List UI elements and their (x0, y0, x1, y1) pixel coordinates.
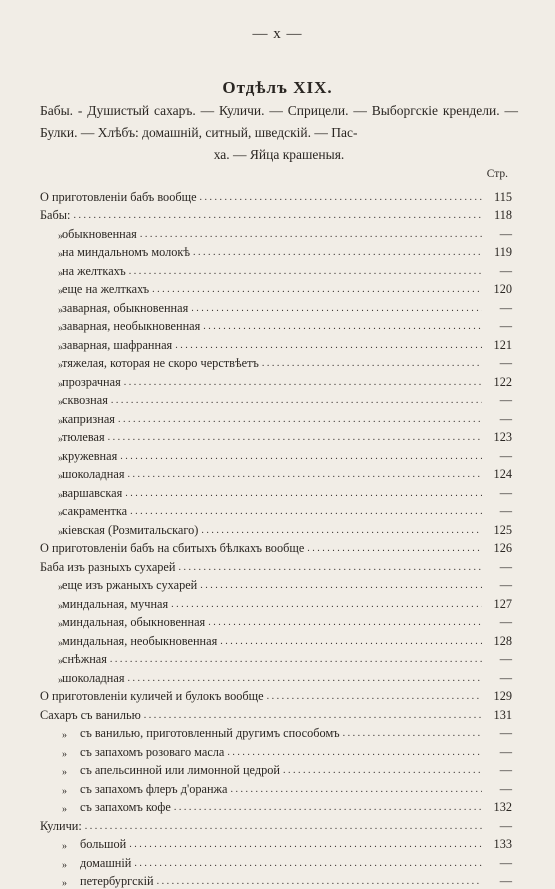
toc-page-ref: — (482, 449, 512, 464)
toc-entry (40, 723, 512, 742)
ditto-mark: » (40, 656, 62, 667)
toc-entry-title: О приготовленіи бабъ на сбитыхъ бѣлкахъ вообще (40, 541, 304, 556)
dot-leader (175, 561, 482, 575)
toc-page-ref: 123 (482, 430, 512, 445)
toc-entry-title: съ запахомъ розоваго масла (80, 745, 224, 760)
toc-page-ref: — (482, 819, 512, 834)
dot-leader (105, 431, 482, 445)
toc-entry (40, 593, 512, 612)
dot-leader (125, 468, 483, 482)
toc-entry-title: петербургскій (80, 874, 154, 889)
toc-entry-title: съ запахомъ флеръ д'оранжа (80, 782, 228, 797)
ditto-mark: » (40, 231, 62, 242)
toc-entry-title: Бабы: (40, 208, 70, 223)
ditto-mark: » (40, 342, 62, 353)
toc-entry-title: прозрачная (62, 375, 121, 390)
ditto-mark: » (40, 860, 80, 871)
toc-entry (40, 242, 512, 261)
dot-leader (82, 820, 482, 834)
toc-entry (40, 741, 512, 760)
dot-leader (340, 727, 482, 741)
toc-entry (40, 667, 512, 686)
dot-leader (127, 505, 482, 519)
dot-leader (197, 579, 482, 593)
toc-entry (40, 334, 512, 353)
toc-entry-title: сакраментка (62, 504, 127, 519)
toc-page-ref: — (482, 560, 512, 575)
toc-entry (40, 445, 512, 464)
toc-entry-title: съ апельсинной или лимонной цедрой (80, 763, 280, 778)
dot-leader (172, 339, 482, 353)
toc-entry-title: Куличи: (40, 819, 82, 834)
toc-entry-title: заварная, обыкновенная (62, 301, 188, 316)
toc-entry (40, 186, 512, 205)
toc-entry-title: домашній (80, 856, 131, 871)
dot-leader (264, 690, 482, 704)
toc-entry (40, 704, 512, 723)
dot-leader (131, 857, 482, 871)
dot-leader (198, 524, 482, 538)
toc-page-ref: 125 (482, 523, 512, 538)
toc-rows (40, 186, 512, 889)
dot-leader (259, 357, 482, 371)
ditto-mark: » (40, 675, 62, 686)
dot-leader (188, 302, 482, 316)
toc-entry (40, 205, 512, 224)
toc-entry-title: заварная, шафранная (62, 338, 172, 353)
toc-entry-title: Сахаръ съ ванилью (40, 708, 141, 723)
dot-leader (200, 320, 482, 334)
toc-page-ref: — (482, 486, 512, 501)
toc-entry (40, 760, 512, 779)
ditto-mark: » (40, 841, 80, 852)
ditto-mark: » (40, 619, 62, 630)
toc-entry-title: обыкновенная (62, 227, 137, 242)
toc-entry-title: миндальная, необыкновенная (62, 634, 217, 649)
dot-leader (197, 191, 482, 205)
summary-line-2: ха. — Яйца крашеныя. (40, 144, 518, 166)
toc-entry (40, 353, 512, 372)
toc-entry-title: сквозная (62, 393, 108, 408)
toc-page-ref: — (482, 301, 512, 316)
dot-leader (125, 672, 483, 686)
toc-entry (40, 630, 512, 649)
toc-entry-title: заварная, необыкновенная (62, 319, 200, 334)
page-number: — x — (0, 26, 555, 43)
toc-page-ref: — (482, 356, 512, 371)
toc-entry (40, 538, 512, 557)
toc-page-ref: — (482, 578, 512, 593)
toc-page-ref: — (482, 671, 512, 686)
dot-leader (117, 450, 482, 464)
toc-page-ref: — (482, 393, 512, 408)
ditto-mark: » (40, 397, 62, 408)
toc-page-ref: — (482, 652, 512, 667)
ditto-mark: » (40, 582, 62, 593)
toc-entry-title: миндальная, обыкновенная (62, 615, 205, 630)
toc-entry (40, 501, 512, 520)
page-column-header: Стр. (40, 168, 512, 186)
toc-page-ref: 115 (482, 190, 512, 205)
toc-entry-title: съ ванилью, приготовленный другимъ способомъ (80, 726, 340, 741)
toc-entry (40, 408, 512, 427)
toc-entry-title: на желткахъ (62, 264, 126, 279)
toc-entry-title: тюлевая (62, 430, 105, 445)
ditto-mark: » (40, 286, 62, 297)
summary-line-1: Бабы. - Душистый сахаръ. — Куличи. — Сприцели. — Выборгскіе крендели. — Булки. — Хлѣбъ: домашній, ситный, шведскій. — Пас- (40, 103, 518, 140)
ditto-mark: » (40, 416, 62, 427)
toc-entry (40, 778, 512, 797)
dot-leader (217, 635, 482, 649)
dot-leader (141, 709, 482, 723)
toc-entry-title: еще на желткахъ (62, 282, 149, 297)
ditto-mark: » (40, 878, 80, 889)
toc-entry (40, 686, 512, 705)
toc-entry (40, 519, 512, 538)
toc-page-ref: — (482, 874, 512, 889)
ditto-mark: » (40, 767, 80, 778)
toc-entry (40, 316, 512, 335)
toc-entry (40, 575, 512, 594)
ditto-mark: » (40, 786, 80, 797)
dot-leader (224, 746, 482, 760)
toc-entry-title: кіевская (Розмитальскаго) (62, 523, 198, 538)
toc-entry (40, 223, 512, 242)
toc-page-ref: 124 (482, 467, 512, 482)
toc-entry-title: капризная (62, 412, 115, 427)
ditto-mark: » (40, 749, 80, 760)
ditto-mark: » (40, 323, 62, 334)
dot-leader (304, 542, 482, 556)
toc-page-ref: 128 (482, 634, 512, 649)
ditto-mark: » (40, 249, 62, 260)
toc-entry-title: кружевная (62, 449, 117, 464)
ditto-mark: » (40, 490, 62, 501)
dot-leader (190, 246, 482, 260)
toc-page-ref: 119 (482, 245, 512, 260)
toc-page-ref: 133 (482, 837, 512, 852)
toc-entry (40, 815, 512, 834)
dot-leader (205, 616, 482, 630)
ditto-mark: » (40, 527, 62, 538)
toc-entry (40, 482, 512, 501)
toc-page-ref: 132 (482, 800, 512, 815)
dot-leader (149, 283, 482, 297)
toc-page-ref: — (482, 227, 512, 242)
toc-page-ref: 126 (482, 541, 512, 556)
toc-entry-title: еще изъ ржаныхъ сухарей (62, 578, 197, 593)
ditto-mark: » (40, 471, 62, 482)
ditto-mark: » (40, 601, 62, 612)
toc-entry (40, 427, 512, 446)
dot-leader (121, 376, 482, 390)
dot-leader (280, 764, 482, 778)
toc-entry-title: снѣжная (62, 652, 107, 667)
dot-leader (126, 265, 482, 279)
toc-entry (40, 390, 512, 409)
dot-leader (137, 228, 482, 242)
toc-page-ref: 129 (482, 689, 512, 704)
toc-entry (40, 612, 512, 631)
toc-page-ref: — (482, 264, 512, 279)
section-title: Отдѣлъ XIX. (0, 78, 555, 98)
dot-leader (108, 394, 482, 408)
toc-entry (40, 649, 512, 668)
section-summary (40, 100, 518, 166)
toc-page-ref: — (482, 615, 512, 630)
dot-leader (228, 783, 483, 797)
dot-leader (70, 209, 482, 223)
table-of-contents (40, 168, 512, 889)
toc-entry-title: миндальная, мучная (62, 597, 168, 612)
toc-entry-title: тяжелая, которая не скоро черствѣетъ (62, 356, 259, 371)
toc-page-ref: 120 (482, 282, 512, 297)
toc-entry (40, 797, 512, 816)
ditto-mark: » (40, 434, 62, 445)
ditto-mark: » (40, 804, 80, 815)
toc-entry (40, 297, 512, 316)
toc-page-ref: 127 (482, 597, 512, 612)
ditto-mark: » (40, 453, 62, 464)
toc-page-ref: — (482, 412, 512, 427)
toc-entry-title: шоколадная (62, 671, 125, 686)
toc-page-ref: — (482, 319, 512, 334)
toc-entry-title: съ запахомъ кофе (80, 800, 171, 815)
toc-page-ref: — (482, 726, 512, 741)
ditto-mark: » (40, 360, 62, 371)
toc-page-ref: 131 (482, 708, 512, 723)
toc-page-ref: 122 (482, 375, 512, 390)
toc-page-ref: — (482, 745, 512, 760)
dot-leader (115, 413, 482, 427)
ditto-mark: » (40, 379, 62, 390)
ditto-mark: » (40, 268, 62, 279)
toc-entry-title: шоколадная (62, 467, 125, 482)
toc-entry (40, 464, 512, 483)
dot-leader (154, 875, 482, 889)
toc-entry-title: О приготовленіи куличей и булокъ вообще (40, 689, 264, 704)
dot-leader (122, 487, 482, 501)
dot-leader (107, 653, 482, 667)
toc-entry-title: варшавская (62, 486, 122, 501)
toc-page-ref: — (482, 504, 512, 519)
toc-entry (40, 556, 512, 575)
dot-leader (171, 801, 482, 815)
ditto-mark: » (40, 638, 62, 649)
toc-page-ref: 118 (482, 208, 512, 223)
toc-entry (40, 871, 512, 889)
toc-entry (40, 260, 512, 279)
toc-entry-title: на миндальномъ молокѣ (62, 245, 190, 260)
toc-entry-title: большой (80, 837, 126, 852)
toc-entry-title: Баба изъ разныхъ сухарей (40, 560, 175, 575)
toc-entry (40, 371, 512, 390)
toc-entry-title: О приготовленіи бабъ вообще (40, 190, 197, 205)
toc-page-ref: — (482, 763, 512, 778)
toc-entry (40, 279, 512, 298)
ditto-mark: » (40, 305, 62, 316)
toc-page-ref: — (482, 782, 512, 797)
dot-leader (168, 598, 482, 612)
ditto-mark: » (40, 730, 80, 741)
toc-entry (40, 834, 512, 853)
ditto-mark: » (40, 508, 62, 519)
toc-page-ref: — (482, 856, 512, 871)
toc-entry (40, 852, 512, 871)
toc-page-ref: 121 (482, 338, 512, 353)
